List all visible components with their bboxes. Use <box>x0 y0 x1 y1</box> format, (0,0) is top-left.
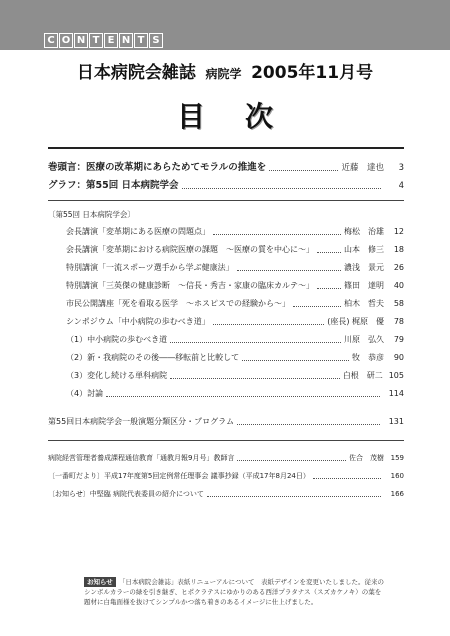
toc-entry[interactable]: 会長講演「変革期にある医療の問題点」 梅松 治雄 12 <box>66 227 404 236</box>
divider <box>48 200 404 201</box>
toc-entry[interactable]: 会長講演「変革期における病院医療の課題 ～医療の質を中心に～」 山本 修三 18 <box>66 245 404 254</box>
journal-subtitle: 病院学 <box>205 67 242 81</box>
toc-entry[interactable]: シンポジウム「中小病院の歩むべき道」 (座長) 梶原 優 78 <box>66 317 404 326</box>
notice-text: 「日本病院会雑誌」表紙リニューアルについて 表紙デザインを変更いたしました。従来のシンボルカラーの緑を引き継ぎ、ヒポクラテスにゆかりのある西洋プラタナス（スズカケノキ）の葉を題材に白亀面様を抜けてシンプルかつ落ち着きのあるイメージに仕上げました。 <box>84 578 385 606</box>
issue-label: 2005年11月号 <box>251 63 374 83</box>
divider <box>48 147 404 149</box>
toc-entry[interactable]: （1）中小病院の歩むべき道 川原 弘久 79 <box>66 335 404 344</box>
toc-entry[interactable]: 巻頭言：医療の改革期にあらためてモラルの推進を 近藤 達也 3 <box>48 162 404 173</box>
toc-entry[interactable]: （3）変化し続ける単科病院 白根 研二 105 <box>66 371 404 380</box>
toc-entry[interactable]: 第55回日本病院学会一般演題分類区分・プログラム 131 <box>48 417 404 426</box>
toc-entry[interactable]: 〔お知らせ〕中堅臨 病院代表委員の紹介について 166 <box>48 490 404 498</box>
page-title: 目次 <box>176 100 313 133</box>
toc-entry[interactable]: 市民公開講座「死を看取る医学 ～ホスピスでの経験から～」 柏木 哲夫 58 <box>66 299 404 308</box>
journal-name: 日本病院会雑誌 <box>76 63 196 83</box>
divider <box>48 440 404 441</box>
toc-entry[interactable]: 病院経営管理者養成課程通信教育「通教月報9月号」教師言 佐合 茂樹 159 <box>48 454 404 462</box>
notice-box <box>84 577 384 607</box>
toc-entry[interactable]: 特別講演「三英傑の健康診断 ～信長・秀吉・家康の臨床カルテ～」 篠田 達明 40 <box>66 281 404 290</box>
contents-label: C O N T E N T S <box>44 33 164 48</box>
toc-entry[interactable]: グラフ：第55回 日本病院学会 4 <box>48 180 404 191</box>
toc-entry[interactable]: 〔一番町だより〕平成17年度第5回定例常任理事会 議事抄録（平成17年8月24日） 160 <box>48 472 404 480</box>
notice-tag: お知らせ <box>84 577 116 587</box>
toc-entry[interactable]: （2）新・我病院のその後――移転前と比較して 牧 恭彦 90 <box>66 353 404 362</box>
header-band <box>0 0 450 50</box>
section-heading: 〔第55回 日本病院学会〕 <box>48 210 135 219</box>
toc-entry[interactable]: 特別講演「一流スポーツ選手から学ぶ健康法」 濃浅 景元 26 <box>66 263 404 272</box>
toc-entry[interactable]: （4）討論 114 <box>66 389 404 398</box>
journal-title <box>0 58 450 83</box>
